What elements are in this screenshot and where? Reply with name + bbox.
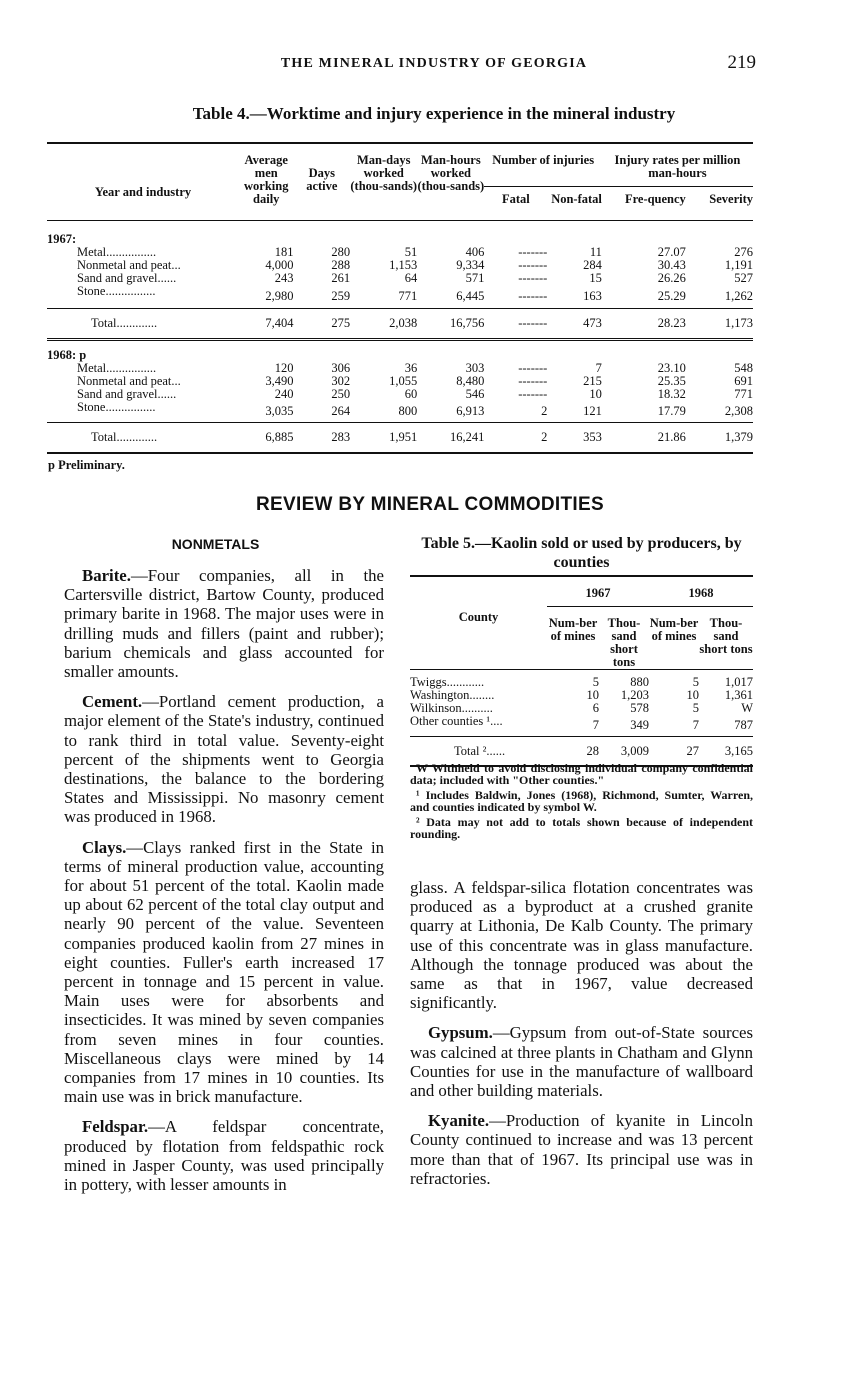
cell-sev: 1,173 — [724, 316, 753, 330]
cell-fatal: 2 — [541, 430, 548, 444]
page-number: 219 — [727, 52, 756, 73]
cell-mines-67: 7 — [592, 718, 599, 732]
cell-nonfatal: 284 — [583, 258, 602, 272]
cell-man-days: 51 — [404, 245, 418, 259]
cell-fatal: ------- — [518, 258, 548, 272]
table-row — [410, 670, 753, 690]
col-nonfatal: Non-fatal — [551, 192, 602, 206]
cell-mines-67: 5 — [592, 675, 599, 689]
row-industry: Sand and gravel...... — [77, 387, 177, 401]
cell-fatal: ------- — [518, 271, 548, 285]
industry-name: Metal — [77, 245, 107, 259]
industry-name: Total — [91, 430, 117, 444]
cell-sev: 1,191 — [724, 258, 753, 272]
cell-days: 288 — [331, 258, 351, 272]
cell-nonfatal: 10 — [589, 387, 602, 401]
cell-man-hours: 571 — [465, 271, 485, 285]
cell-sev: 548 — [734, 361, 753, 375]
col-avg-men: Average men working daily — [244, 153, 289, 206]
cell-days: 302 — [331, 374, 351, 388]
cell-avg-men: 7,404 — [265, 316, 294, 330]
cell-man-days: 1,055 — [389, 374, 418, 388]
cell-fatal: ------- — [518, 374, 548, 388]
county-name: Wilkinson.......... — [410, 701, 493, 715]
cell-fatal: ------- — [518, 316, 548, 330]
running-head: THE MINERAL INDUSTRY OF GEORGIA — [280, 56, 588, 71]
cell-avg-men: 6,885 — [265, 430, 294, 444]
table5-note: ¹ Includes Baldwin, Jones (1968), Richmond, Sumter, Warren, and counties indicated by symbol W. — [410, 788, 753, 814]
cell-days: 264 — [331, 404, 351, 418]
cell-man-days: 1,951 — [389, 430, 418, 444]
industry-name: Total — [91, 316, 117, 330]
cell-fatal: ------- — [518, 245, 548, 259]
cell-tons-68: 787 — [734, 718, 753, 732]
cell-man-days: 64 — [404, 271, 418, 285]
paragraph-gypsum — [410, 1023, 753, 1100]
right-column — [410, 878, 753, 1199]
year-label: 1967: — [47, 232, 77, 246]
col-rates-group: Injury rates per million man-hours — [602, 143, 753, 187]
cell-nonfatal: 353 — [583, 430, 602, 444]
cell-mines-68: 27 — [686, 743, 699, 758]
cell-tons-67: 3,009 — [620, 743, 649, 758]
cell-man-hours: 9,334 — [456, 258, 485, 272]
paragraph-text: glass. A feldspar-silica flotation concentrates was produced as a byproduct at a crushed granite quarry at Lithonia, De Kalb County. The primary use of this concentrate was in glass manufacture. Although the tonnage produced was about the same as that in 1967, value decreased significantly. — [410, 878, 753, 1013]
cell-sev: 1,262 — [724, 289, 753, 303]
total-row — [47, 309, 753, 340]
col-days-active: Days active — [306, 166, 338, 193]
subhead-nonmetals: NONMETALS — [171, 536, 260, 552]
paragraph-kyanite — [410, 1111, 753, 1188]
cell-mines-67: 28 — [586, 743, 599, 758]
cell-fatal: ------- — [518, 289, 548, 303]
year-label: 1968: p — [47, 348, 87, 362]
cell-freq: 21.86 — [657, 430, 686, 444]
cell-man-hours: 303 — [465, 361, 485, 375]
cell-man-hours: 546 — [465, 387, 485, 401]
run-in-heading: Barite. — [82, 566, 131, 585]
col-mines: Num-ber of mines — [548, 616, 598, 643]
county-label: Wilkinson — [410, 701, 462, 715]
col-year-1967: 1967 — [547, 576, 649, 607]
cell-man-days: 60 — [404, 387, 418, 401]
row-industry: Stone................ — [77, 284, 156, 298]
col-man-hours: Man-hours worked (thou-sands) — [417, 153, 485, 193]
row-industry: Total............. — [91, 316, 158, 330]
run-in-heading: Cement. — [82, 692, 143, 712]
cell-days: 306 — [331, 361, 351, 375]
county-label: Twiggs — [410, 675, 447, 689]
cell-avg-men: 2,980 — [265, 289, 294, 303]
cell-man-days: 2,038 — [389, 316, 418, 330]
paragraph-text: —Production of kyanite in Lincoln County continued to increase and was 13 percent more than that of 1967. Its principal use was in refractories. — [410, 1111, 753, 1188]
section-title: REVIEW BY MINERAL COMMODITIES — [256, 494, 604, 515]
cell-man-hours: 16,241 — [450, 430, 485, 444]
row-industry: Total............. — [91, 430, 158, 444]
cell-nonfatal: 15 — [589, 271, 602, 285]
cell-mines-68: 5 — [692, 675, 699, 689]
cell-man-days: 771 — [398, 289, 418, 303]
total-row — [47, 423, 753, 454]
paragraph-text: —Four companies, all in the Cartersville district, Bartow County, produced primary barite in 1968. The major uses were in drilling muds and fillers (paint and rubber); barium chemicals and glass accounted for smaller amounts. — [64, 566, 384, 682]
cell-freq: 30.43 — [657, 258, 686, 272]
cell-freq: 25.29 — [657, 289, 686, 303]
run-in-heading: Feldspar. — [82, 1117, 149, 1137]
cell-man-hours: 16,756 — [450, 316, 485, 330]
cell-nonfatal: 473 — [583, 316, 602, 330]
cell-freq: 23.10 — [657, 361, 686, 375]
cell-mines-67: 6 — [592, 701, 599, 715]
paragraph-clays — [64, 838, 384, 1107]
cell-man-days: 800 — [398, 404, 418, 418]
left-column — [64, 566, 384, 1205]
cell-man-hours: 6,913 — [456, 404, 485, 418]
industry-name: Nonmetal and peat — [77, 258, 172, 272]
cell-avg-men: 243 — [274, 271, 294, 285]
county-name: Washington........ — [410, 688, 495, 702]
cell-mines-68: 7 — [692, 718, 699, 732]
cell-tons-67: 1,203 — [620, 688, 649, 702]
col-man-days: Man-days worked (thou-sands) — [350, 153, 418, 193]
run-in-heading: Clays. — [82, 837, 127, 857]
table5-note: W Withheld to avoid disclosing individual company confidential data; included with "Other counties." — [410, 761, 753, 787]
col-mines: Num-ber of mines — [649, 616, 699, 643]
county-label: Other counties ¹ — [410, 714, 491, 728]
row-industry: Stone................ — [77, 400, 156, 414]
cell-sev: 527 — [734, 271, 753, 285]
industry-name: Sand and gravel — [77, 271, 158, 285]
col-tons: Thou-sand short tons — [699, 616, 753, 656]
cell-sev: 1,379 — [724, 430, 753, 444]
paragraph-text: —Clays ranked first in the State in terms of mineral production value, accounting for about 51 percent of the total. Kaolin made up about 62 percent of the total clay output and nearly 90 percent of the value. Seventeen companies produced kaolin from 27 mines in eight counties. Fuller's earth increased 17 percent in tonnage and 15 percent in value. Main uses were for absorbents and insecticides. It was mined by seven companies from seven mines in four counties. Miscellaneous clays were mined by 14 companies from 17 mines in 10 counties. Its main use was in brick manufacture. — [64, 837, 384, 1107]
cell-tons-68: 1,361 — [724, 688, 753, 702]
cell-freq: 26.26 — [657, 271, 686, 285]
cell-fatal: 2 — [541, 404, 548, 418]
col-severity: Severity — [709, 192, 753, 206]
cell-avg-men: 3,035 — [265, 404, 294, 418]
cell-man-hours: 6,445 — [456, 289, 485, 303]
cell-avg-men: 4,000 — [265, 258, 294, 272]
col-frequency: Fre-quency — [624, 192, 686, 206]
cell-mines-68: 10 — [686, 688, 699, 702]
cell-tons-67: 578 — [630, 701, 649, 715]
cell-freq: 18.32 — [657, 387, 686, 401]
industry-name: Metal — [77, 361, 107, 375]
county-label: Washington — [410, 688, 470, 702]
county-name: Other counties ¹.... — [410, 714, 503, 728]
table5-notes — [410, 762, 753, 843]
row-industry: Metal................ — [77, 361, 157, 375]
cell-sev: 2,308 — [724, 404, 753, 418]
cell-freq: 25.35 — [657, 374, 686, 388]
cell-avg-men: 120 — [274, 361, 294, 375]
col-year-industry: Year and industry — [94, 184, 192, 199]
cell-freq: 17.79 — [657, 404, 686, 418]
row-industry: Nonmetal and peat... — [77, 258, 181, 272]
cell-nonfatal: 121 — [583, 404, 602, 418]
cell-days: 275 — [331, 316, 351, 330]
run-in-heading: Kyanite. — [428, 1111, 490, 1131]
cell-sev: 276 — [734, 245, 753, 259]
col-injuries-group: Number of injuries — [484, 143, 601, 187]
cell-nonfatal: 163 — [583, 289, 602, 303]
paragraph-barite — [64, 566, 384, 681]
county-label: Total ² — [454, 744, 487, 758]
industry-name: Sand and gravel — [77, 387, 158, 401]
col-year-1968: 1968 — [649, 576, 753, 607]
run-in-heading: Gypsum. — [428, 1023, 493, 1043]
cell-sev: 771 — [734, 387, 753, 401]
cell-tons-67: 880 — [630, 675, 649, 689]
cell-days: 261 — [331, 271, 351, 285]
cell-tons-68: 3,165 — [724, 743, 753, 758]
cell-days: 259 — [331, 289, 351, 303]
paragraph-cement — [64, 692, 384, 826]
cell-days: 283 — [331, 430, 351, 444]
cell-days: 250 — [331, 387, 351, 401]
cell-mines-67: 10 — [586, 688, 599, 702]
cell-fatal: ------- — [518, 387, 548, 401]
industry-name: Stone — [77, 284, 106, 298]
paragraph-text: —Portland cement production, a major element of the State's industry, continued to rank third in total value. Seventy-eight percent of the shipments went to Georgia destinations, the balance to the bordering States and Mississippi. No masonry cement was produced in 1968. — [64, 692, 384, 827]
paragraph-text: —Gypsum from out-of-State sources was calcined at three plants in Chatham and Glynn Counties for use in the manufacture of wallboard and other building materials. — [410, 1023, 753, 1101]
county-name: Total ²...... — [454, 744, 506, 758]
cell-avg-men: 3,490 — [265, 374, 294, 388]
county-name: Twiggs............ — [410, 675, 485, 689]
row-industry: Metal................ — [77, 245, 157, 259]
cell-tons-68: 1,017 — [724, 675, 753, 689]
cell-man-hours: 406 — [465, 245, 485, 259]
industry-name: Stone — [77, 400, 106, 414]
table4-footnote: p Preliminary. — [48, 458, 125, 472]
table5-title: Table 5.—Kaolin sold or used by producers, by counties — [421, 535, 742, 571]
paragraph-feldspar-cont — [410, 878, 753, 1012]
cell-avg-men: 181 — [274, 245, 294, 259]
cell-sev: 691 — [734, 374, 753, 388]
cell-mines-68: 5 — [692, 701, 699, 715]
cell-nonfatal: 11 — [589, 245, 602, 259]
cell-nonfatal: 215 — [583, 374, 602, 388]
cell-man-hours: 8,480 — [456, 374, 485, 388]
cell-days: 280 — [331, 245, 351, 259]
cell-freq: 28.23 — [657, 316, 686, 330]
cell-tons-67: 349 — [630, 718, 649, 732]
table-row — [410, 715, 753, 737]
table5-note: ² Data may not add to totals shown because of independent rounding. — [410, 815, 753, 841]
table-row — [47, 285, 753, 309]
industry-name: Nonmetal and peat — [77, 374, 172, 388]
col-fatal: Fatal — [501, 192, 530, 206]
paragraph-text: —A feldspar concentrate, produced by flotation from feldspathic rock mined in Jasper County, was used principally in pottery, with lesser amounts in — [64, 1117, 384, 1195]
col-county: County — [458, 610, 499, 624]
paragraph-feldspar — [64, 1117, 384, 1194]
table5 — [410, 575, 753, 767]
cell-tons-68: W — [741, 701, 753, 715]
cell-avg-men: 240 — [274, 387, 294, 401]
cell-man-days: 1,153 — [389, 258, 418, 272]
row-industry: Sand and gravel...... — [77, 271, 177, 285]
table4-title: Table 4.—Worktime and injury experience in the mineral industry — [192, 104, 676, 123]
row-industry: Nonmetal and peat... — [77, 374, 181, 388]
cell-fatal: ------- — [518, 361, 548, 375]
col-tons: Thou-sand short tons — [607, 616, 641, 669]
cell-freq: 27.07 — [657, 245, 686, 259]
cell-nonfatal: 7 — [595, 361, 602, 375]
table4 — [47, 142, 753, 454]
cell-man-days: 36 — [404, 361, 418, 375]
table-row — [47, 401, 753, 423]
